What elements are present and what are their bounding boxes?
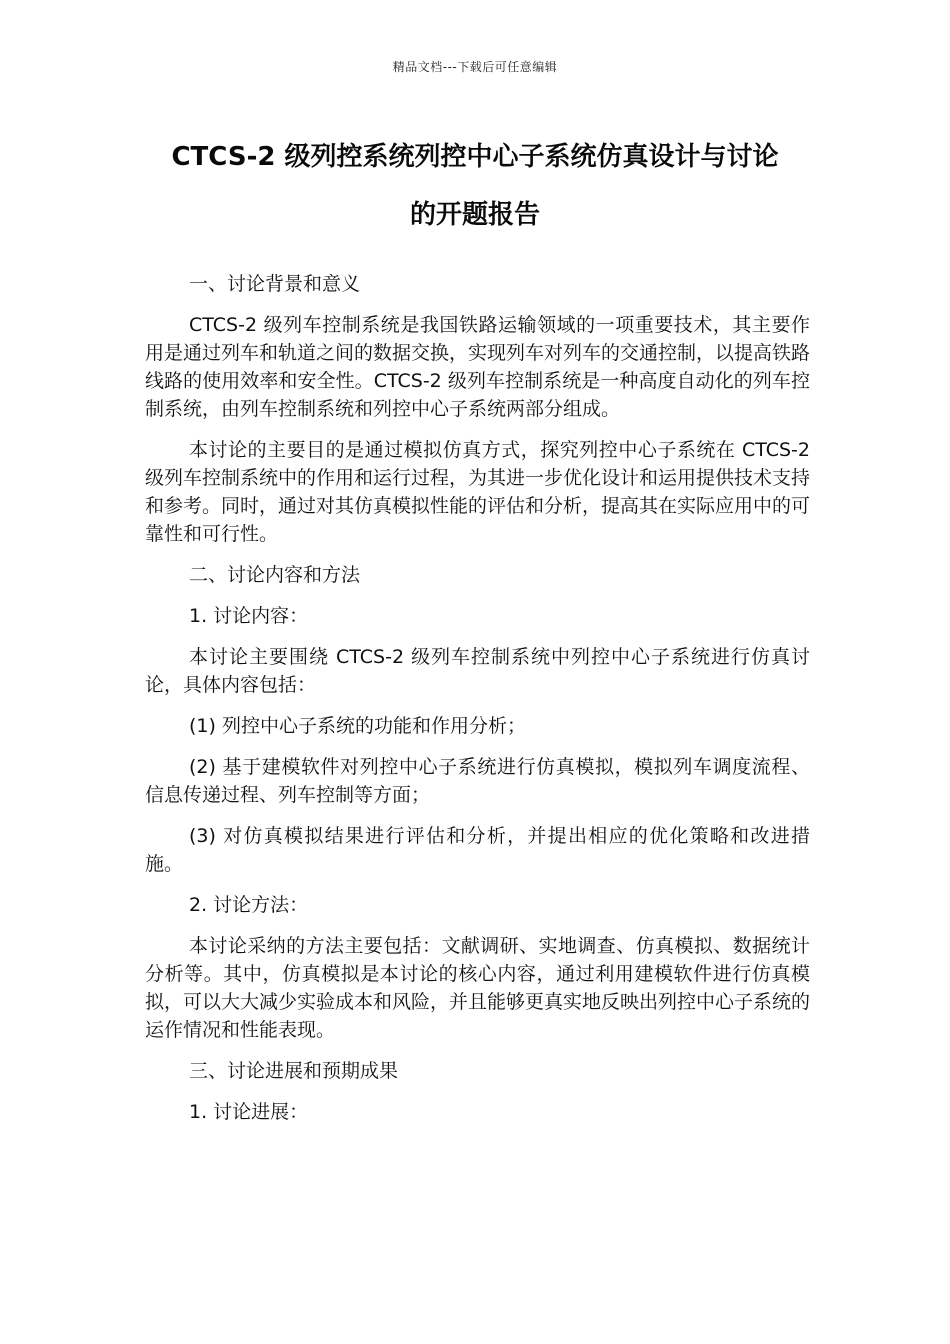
list-item-3: (3) 对仿真模拟结果进行评估和分析，并提出相应的优化策略和改进措施。 [145,825,810,875]
subheading-progress: 1. 讨论进展： [189,1101,309,1123]
list-item-2: (2) 基于建模软件对列控中心子系统进行仿真模拟，模拟列车调度流程、信息传递过程、列车控制等方面； [145,756,810,806]
subheading-methods: 2. 讨论方法： [189,894,309,916]
section-heading-content-methods: 二、讨论内容和方法 [189,564,361,586]
document-body [145,270,810,1139]
title-line-1: CTCS-2 级列控系统列控中心子系统仿真设计与讨论 [171,142,779,172]
section-heading-progress: 三、讨论进展和预期成果 [189,1060,399,1082]
section-heading-background: 一、讨论背景和意义 [189,273,361,295]
list-item-1: (1) 列控中心子系统的功能和作用分析； [189,715,526,737]
header-note: 精品文档---下载后可任意编辑 [392,60,558,74]
document-title [120,128,830,244]
title-line-2: 的开题报告 [409,200,540,230]
paragraph-background-1: CTCS-2 级列车控制系统是我国铁路运输领域的一项重要技术，其主要作用是通过列车和轨道之间的数据交换，实现列车对列车的交通控制，以提高铁路线路的使用效率和安全性。CTCS-2 级列车控制系统是一种高度自动化的列车控制系统，由列车控制系统和列控中心子系统两部分组成。 [145,314,811,420]
subheading-content: 1. 讨论内容： [189,605,309,627]
paragraph-methods: 本讨论采纳的方法主要包括：文献调研、实地调查、仿真模拟、数据统计分析等。其中，仿真模拟是本讨论的核心内容，通过利用建模软件进行仿真模拟，可以大大减少实验成本和风险，并且能够更真实地反映出列控中心子系统的运作情况和性能表现。 [145,935,811,1041]
paragraph-content-intro: 本讨论主要围绕 CTCS-2 级列车控制系统中列控中心子系统进行仿真讨论，具体内容包括： [145,646,810,696]
paragraph-background-2: 本讨论的主要目的是通过模拟仿真方式，探究列控中心子系统在 CTCS-2 级列车控制系统中的作用和运行过程，为其进一步优化设计和运用提供技术支持和参考。同时，通过对其仿真模拟性能的评估和分析，提高其在实际应用中的可靠性和可行性。 [145,439,811,545]
